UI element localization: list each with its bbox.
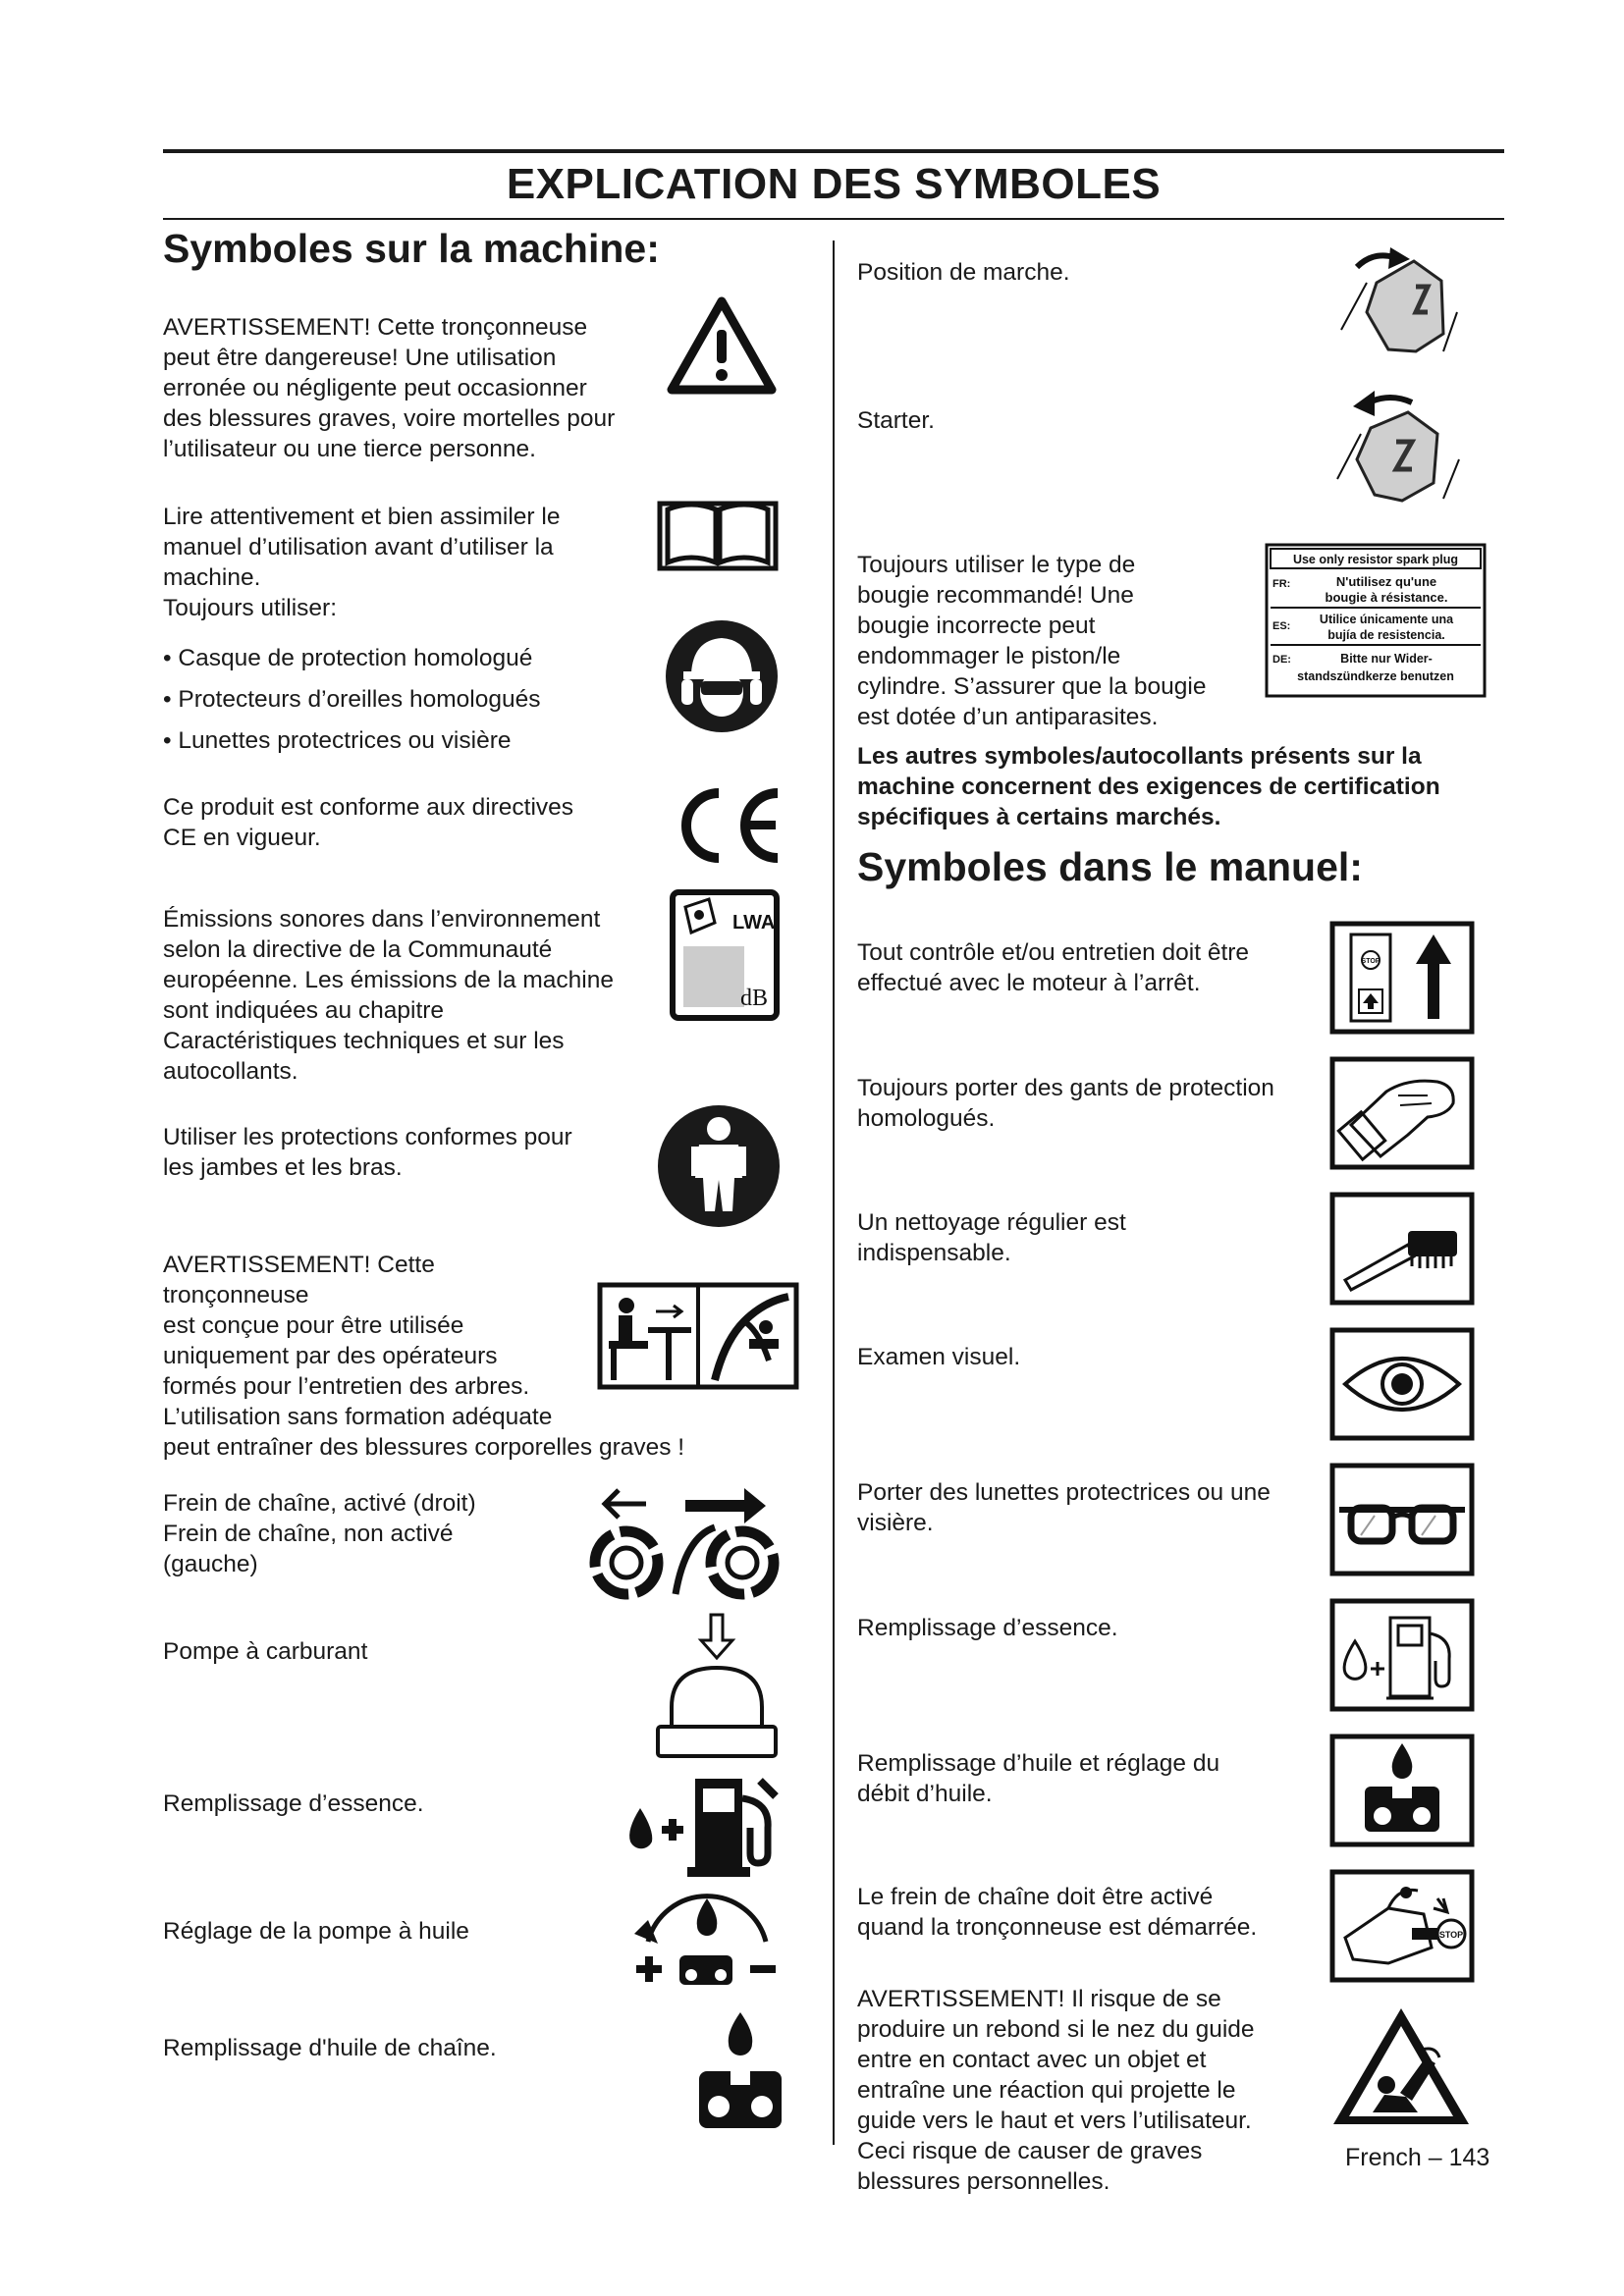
label-line: Bitte nur Wider- bbox=[1340, 652, 1433, 666]
fuel-fill-icon bbox=[623, 1769, 785, 1879]
text-line: l’utilisateur ou une tierce personne. bbox=[163, 436, 536, 462]
noise-emission-icon bbox=[670, 889, 780, 1021]
text-line: Remplissage d’essence. bbox=[163, 1790, 424, 1817]
text-line: est conçue pour être utilisée bbox=[163, 1312, 464, 1339]
text-line: Toujours porter des gants de protection bbox=[857, 1075, 1274, 1101]
text-line: peut être dangereuse! Une utilisation bbox=[163, 345, 557, 371]
stop-label: STOP bbox=[1361, 958, 1380, 965]
text-line: européenne. Les émissions de la machine bbox=[163, 967, 614, 993]
column-divider bbox=[833, 240, 835, 2145]
left-heading: Symboles sur la machine: bbox=[163, 226, 660, 271]
chain-brake-text bbox=[163, 1488, 476, 1579]
engine-stop-text bbox=[857, 937, 1249, 998]
safety-glasses-icon bbox=[1329, 1463, 1475, 1576]
text-line: bougie recommandé! Une bbox=[857, 582, 1134, 609]
oil-pump-adjust-text bbox=[163, 1916, 469, 1947]
chain-brake-start-text bbox=[857, 1882, 1257, 1943]
text-line: Porter des lunettes protectrices ou une bbox=[857, 1479, 1271, 1506]
stop-label: STOP bbox=[1438, 1930, 1464, 1940]
text-line: Remplissage d’huile et réglage du bbox=[857, 1750, 1220, 1777]
text-line: entraîne une réaction qui projette le bbox=[857, 2077, 1236, 2104]
text-line: formés pour l’entretien des arbres. bbox=[163, 1373, 530, 1400]
visual-check-text bbox=[857, 1342, 1020, 1372]
label-line: DE: bbox=[1272, 654, 1291, 666]
text-line: produire un rebond si le nez du guide bbox=[857, 2016, 1255, 2043]
fuel-pump-bulb-icon bbox=[652, 1613, 782, 1760]
text-line: peut entraîner des blessures corporelles graves ! bbox=[163, 1434, 685, 1461]
text-line: (gauche) bbox=[163, 1551, 258, 1577]
oil-fill-boxed-icon bbox=[1329, 1734, 1475, 1847]
bullet-item: • Lunettes protectrices ou visière bbox=[163, 721, 540, 762]
text-line: visière. bbox=[857, 1510, 934, 1536]
text-line: Utiliser les protections conformes pour bbox=[163, 1124, 572, 1150]
bullet-item: • Casque de protection homologué bbox=[163, 638, 540, 679]
text-line: spécifiques à certains marchés. bbox=[857, 804, 1221, 830]
label-line: N'utilisez qu'une bbox=[1335, 574, 1437, 589]
spark-plug-text bbox=[857, 550, 1206, 732]
text-line: Émissions sonores dans l’environnement bbox=[163, 906, 601, 933]
text-line: autocollants. bbox=[163, 1058, 298, 1085]
text-line: Caractéristiques techniques et sur les bbox=[163, 1028, 565, 1054]
text-line: selon la directive de la Communauté bbox=[163, 936, 553, 963]
text-line: Position de marche. bbox=[857, 259, 1070, 286]
label-line: ES: bbox=[1272, 620, 1291, 632]
text-line: les jambes et les bras. bbox=[163, 1154, 403, 1181]
label-line: FR: bbox=[1272, 578, 1291, 590]
oil-pump-adjust-icon bbox=[628, 1885, 785, 1993]
warning-text bbox=[163, 312, 615, 464]
fuel-fill-text bbox=[163, 1789, 424, 1819]
label-line: Use only resistor spark plug bbox=[1292, 553, 1459, 566]
helmet-ear-eye-protection-icon bbox=[664, 618, 780, 734]
text-line: erronée ou négligente peut occasionner bbox=[163, 375, 587, 401]
text-line: Un nettoyage régulier est bbox=[857, 1209, 1126, 1236]
gloves-icon bbox=[1329, 1056, 1475, 1170]
glasses-text bbox=[857, 1477, 1271, 1538]
text-line: guide vers le haut et vers l’utilisateur. bbox=[857, 2108, 1252, 2134]
ce-mark-icon bbox=[668, 783, 785, 868]
page-title: EXPLICATION DES SYMBOLES bbox=[506, 160, 1162, 208]
label-line: standszündkerze benutzen bbox=[1297, 669, 1454, 683]
text-line: effectué avec le moteur à l’arrêt. bbox=[857, 970, 1201, 996]
text-line: des blessures graves, voire mortelles pour bbox=[163, 405, 616, 432]
fuel-fill-boxed-icon bbox=[1329, 1598, 1475, 1712]
text-line: Lire attentivement et bien assimiler le bbox=[163, 504, 561, 530]
protective-clothing-text bbox=[163, 1122, 572, 1183]
text-line: Le frein de chaîne doit être activé bbox=[857, 1884, 1214, 1910]
certification-note bbox=[857, 741, 1440, 832]
text-line: est dotée d’un antiparasites. bbox=[857, 704, 1159, 730]
ppe-bullets bbox=[163, 638, 540, 762]
text-line: uniquement par des opérateurs bbox=[163, 1343, 498, 1369]
text-line: CE en vigueur. bbox=[163, 825, 321, 851]
text-line: Frein de chaîne, activé (droit) bbox=[163, 1490, 476, 1517]
choke-position-icon bbox=[1318, 385, 1465, 516]
text-line: Toujours utiliser le type de bbox=[857, 552, 1136, 578]
bullet-item: • Protecteurs d’oreilles homologués bbox=[163, 679, 540, 721]
text-line: Remplissage d'huile de chaîne. bbox=[163, 2035, 497, 2061]
tree-care-training-icon bbox=[597, 1282, 799, 1390]
text-line: sont indiquées au chapitre bbox=[163, 997, 445, 1024]
label-line: Utilice únicamente una bbox=[1319, 613, 1454, 626]
db-label: dB bbox=[740, 986, 769, 1011]
text-line: Examen visuel. bbox=[857, 1344, 1021, 1370]
text-line: machine. bbox=[163, 564, 261, 591]
fuel-fill-manual-text bbox=[857, 1613, 1118, 1643]
text-line: Frein de chaîne, non activé bbox=[163, 1521, 454, 1547]
text-line: blessures personnelles. bbox=[857, 2168, 1110, 2195]
text-line: Toujours utiliser: bbox=[163, 595, 338, 621]
gloves-text bbox=[857, 1073, 1274, 1134]
kickback-warning-icon bbox=[1327, 2002, 1475, 2130]
text-line: manuel d’utilisation avant d’utiliser la bbox=[163, 534, 554, 561]
choke-text bbox=[857, 405, 935, 436]
run-position-text bbox=[857, 257, 1070, 288]
text-line: L’utilisation sans formation adéquate bbox=[163, 1404, 553, 1430]
text-line: AVERTISSEMENT! Il risque de se bbox=[857, 1986, 1221, 2012]
page-footer: French – 143 bbox=[1345, 2144, 1490, 2171]
ce-text bbox=[163, 792, 573, 853]
chain-oil-fill-text bbox=[163, 2033, 497, 2063]
text-line: tronçonneuse bbox=[163, 1282, 309, 1308]
run-position-icon bbox=[1318, 243, 1465, 375]
label-line: bujía de resistencia. bbox=[1327, 628, 1445, 642]
text-line: Remplissage d’essence. bbox=[857, 1615, 1118, 1641]
lwa-label: LWA bbox=[732, 912, 776, 934]
text-line: Ce produit est conforme aux directives bbox=[163, 794, 574, 821]
title-underline bbox=[163, 218, 1504, 220]
text-line: Les autres symboles/autocollants présents sur la bbox=[857, 743, 1422, 770]
text-line: indispensable. bbox=[857, 1240, 1011, 1266]
chain-brake-start-icon bbox=[1329, 1869, 1475, 1983]
text-line: entre en contact avec un objet et bbox=[857, 2047, 1207, 2073]
spark-plug-label-icon bbox=[1265, 543, 1487, 698]
text-line: Pompe à carburant bbox=[163, 1638, 368, 1665]
noise-text bbox=[163, 904, 614, 1087]
label-line: bougie à résistance. bbox=[1325, 590, 1448, 605]
text-line: Ceci risque de causer de graves bbox=[857, 2138, 1203, 2164]
open-book-icon bbox=[656, 494, 780, 574]
chain-oil-fill-icon bbox=[693, 2010, 787, 2132]
text-line: quand la tronçonneuse est démarrée. bbox=[857, 1914, 1258, 1941]
text-line: machine concernent des exigences de certification bbox=[857, 774, 1440, 800]
brush-cleaning-icon bbox=[1329, 1192, 1475, 1306]
text-line: cylindre. S’assurer que la bougie bbox=[857, 673, 1207, 700]
text-line: bougie incorrecte peut bbox=[857, 613, 1096, 639]
text-line: Tout contrôle et/ou entretien doit être bbox=[857, 939, 1250, 966]
right-heading: Symboles dans le manuel: bbox=[857, 844, 1363, 889]
text-line: AVERTISSEMENT! Cette tronçonneuse bbox=[163, 314, 588, 341]
text-line: Starter. bbox=[857, 407, 935, 434]
text-line: débit d’huile. bbox=[857, 1781, 993, 1807]
text-line: endommager le piston/le bbox=[857, 643, 1121, 669]
kickback-warning-text bbox=[857, 1984, 1255, 2197]
eye-inspection-icon bbox=[1329, 1327, 1475, 1441]
text-line: Réglage de la pompe à huile bbox=[163, 1918, 469, 1945]
fuel-pump-text bbox=[163, 1636, 367, 1667]
text-line: homologués. bbox=[857, 1105, 996, 1132]
top-rule bbox=[163, 149, 1504, 153]
engine-stop-icon bbox=[1329, 921, 1475, 1035]
oil-fill-manual-text bbox=[857, 1748, 1219, 1809]
chain-brake-icon bbox=[577, 1478, 785, 1606]
protective-clothing-icon bbox=[656, 1103, 782, 1229]
text-line: AVERTISSEMENT! Cette bbox=[163, 1252, 435, 1278]
cleaning-text bbox=[857, 1207, 1126, 1268]
read-manual-text bbox=[163, 502, 560, 623]
warning-triangle-icon bbox=[666, 296, 778, 395]
